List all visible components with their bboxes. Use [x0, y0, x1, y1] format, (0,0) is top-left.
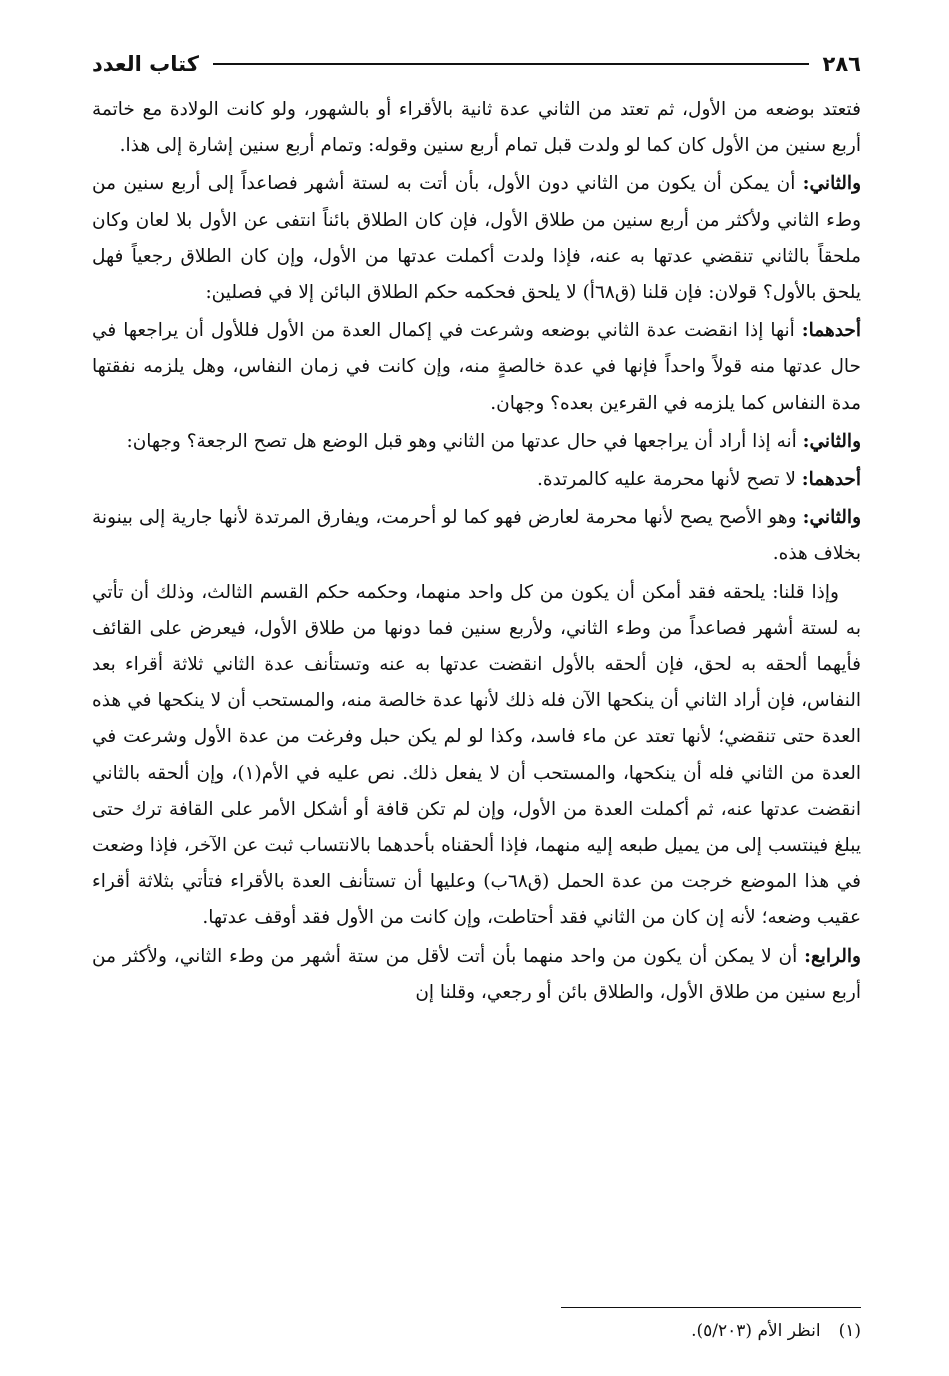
paragraph: [92, 166, 861, 311]
paragraph-text: وإذا قلنا: يلحقه فقد أمكن أن يكون من كل واحد منهما، وحكمه حكم القسم الثالث، وذلك أن تأتي به لستة أشهر فصاعداً من وطء الثاني، ولأربع سنين فما دونها من طلاق الأول، فيعرض على القائف فأيهما ألحقه به لحق، فإن ألحقه بالأول انقضت عدتها به عنه وتستأنف عدة الثاني ثلاثة أقراء بعد النفاس، فإن أراد الثاني أن ينكحها الآن فله ذلك لأنها عدة خالصة منه، والمستحب أن لا ينكحها في هذه العدة حتى تنقضي؛ لأنها تعتد عن ماء فاسد، وكذا لو لم يكن حبل وفرغت من عدة الأول وشرعت في العدة من الثاني فله أن ينكحها، والمستحب أن لا يفعل ذلك. نص عليه في الأم(١)، وإن ألحقه بالثاني انقضت عدتها عنه، ثم أكملت العدة من الأول، وإن لم تكن قافة أو أشكل الأمر على القافة ترك حتى يبلغ فينتسب إلى من يميل طبعه إليه منهما، فإذا ألحقناه بأحدهما بالانتساب ثبت عن الآخر، فإذا وضعت في هذا الموضع خرجت من عدة الحمل (ق٦٨ب) وعليها أن تستأنف العدة بالأقراء فتأتي بثلاثة أقراء عقيب وضعه؛ لأنه إن كان من الثاني فقد أحتاطت، وإن كانت من الأول فقد أوقف عدتها.: [92, 581, 861, 929]
paragraph-lead: أحدهما:: [801, 320, 861, 342]
header-rule: [213, 63, 809, 65]
paragraph-lead: والثاني:: [802, 430, 861, 452]
paragraph-lead: والرابع:: [804, 945, 861, 967]
paragraph-lead: أحدهما:: [801, 469, 861, 491]
footnote: [691, 1318, 861, 1344]
paragraph-text: أن لا يمكن أن يكون من واحد منهما بأن أتت لأقل من ستة أشهر من وطء الثاني، ولأكثر من أربع سنين من طلاق الأول، والطلاق بائن أو رجعي، وقلنا إن: [92, 945, 861, 1003]
paragraph: [92, 500, 861, 572]
paragraph-lead: والثاني:: [802, 173, 861, 195]
footnote-rule: [561, 1307, 861, 1308]
paragraph-text: لا تصح لأنها محرمة عليه كالمرتدة.: [536, 469, 802, 491]
paragraph-text: أن يمكن أن يكون من الثاني دون الأول، بأن أتت به لستة أشهر فصاعداً إلى أربع سنين من وطء الثاني ولأكثر من أربع سنين من طلاق الأول، فإن كان الطلاق بائناً انتفى عن الأول بلا لعان وكان ملحقاً بالثاني تنقضي عدتها به عنه، فإذا ولدت أكملت عدتها من الأول، وإن كان الطلاق رجعياً فهل يلحق بالأول؟ قولان: فإن قلنا (ق٦٨أ) لا يلحق فحكمه حكم الطلاق البائن إلا في فصلين:: [92, 173, 861, 304]
chapter-title: كتاب العدد: [92, 52, 199, 76]
paragraph: [92, 462, 861, 498]
paragraph: [92, 424, 861, 460]
paragraph-text: فتعتد بوضعه من الأول، ثم تعتد من الثاني عدة ثانية بالأقراء أو بالشهور، ولو كانت الولادة مع خاتمة أربع سنين من الأول كان كما لو ولدت قبل تمام أربع سنين وقوله: وتمام أربع سنين إشارة إلى هذا.: [92, 99, 861, 157]
footnote-number: (١): [838, 1321, 861, 1341]
paragraph: [92, 92, 861, 164]
page-number: ٢٨٦: [822, 52, 861, 76]
body-text: [92, 92, 861, 1013]
paragraph: [92, 575, 861, 937]
paragraph-text: أنه إذا أراد أن يراجعها في حال عدتها من الثاني وهو قبل الوضع هل تصح الرجعة؟ وجهان:: [126, 430, 803, 452]
paragraph: [92, 313, 861, 422]
paragraph-text: أنها إذا انقضت عدة الثاني بوضعه وشرعت في إكمال العدة من الأول فللأول أن يراجعها في حال عدتها منه قولاً واحداً فإنها في عدة خالصةٍ منه، وإن كانت في زمان النفاس، وهل يلزمه نفقتها مدة النفاس كما يلزمه في القرءين بعده؟ وجهان.: [92, 320, 861, 414]
footnote-text: انظر الأم (٥/٢٠٣).: [691, 1321, 821, 1341]
paragraph: [92, 939, 861, 1011]
page-header: [92, 44, 861, 84]
paragraph-text: وهو الأصح يصح لأنها محرمة لعارض فهو كما لو أحرمت، ويفارق المرتدة لأنها جارية إلى بينونة بخلاف هذه.: [92, 507, 861, 565]
paragraph-lead: والثاني:: [802, 507, 861, 529]
